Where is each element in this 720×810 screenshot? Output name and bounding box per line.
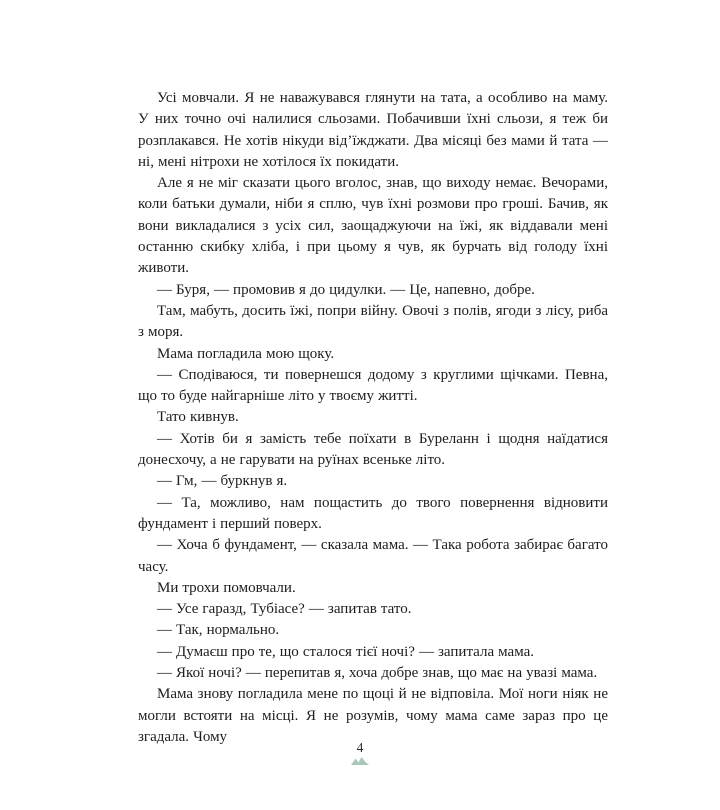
paragraph: — Думаєш про те, що сталося тієї ночі? — запитала мама. <box>157 643 535 660</box>
paragraph: Мама погладила мою щоку. <box>157 345 335 362</box>
page-number: 4 <box>356 740 364 755</box>
paragraph: Усі мовчали. Я не наважувався глянути на тата, а особливо на маму. У них точно очі налилися сльозами. Побачивши їхні сльози, я теж би розплакався. Не хотів нікуди від’їжджати. Два місяці без мами й тата — ні, мені нітрохи не хотілося їх покидати. <box>138 90 608 170</box>
paragraph: — Хотів би я замість тебе поїхати в Буреланн і щодня наїдатися донесхочу, а не гарувати на руїнах всеньке літо. <box>138 430 608 469</box>
paragraph: — Хоча б фундамент, — сказала мама. — Така робота забирає багато часу. <box>138 537 608 575</box>
paragraph: — Усе гаразд, Тубіасе? — запитав тато. <box>157 601 412 618</box>
paragraph: — Так, нормально. <box>157 622 280 639</box>
paragraph: — Якої ночі? — перепитав я, хоча добре знав, що має на увазі мама. <box>157 665 598 682</box>
paragraph: Ми трохи помовчали. <box>157 579 296 596</box>
paragraph: — Та, можливо, нам пощастить до твого повернення відновити фундамент і перший поверх. <box>138 494 608 532</box>
paragraph: Але я не міг сказати цього вголос, знав, що виходу немає. Вечорами, коли батьки думали, ніби я сплю, чув їхні розмови про гроші. Бачив, як вони викладалися з усіх сил, заощаджуючи на їжі, як віддавали мені останню скибку хліба, і при цьому я чув, як бурчать від голоду їхні животи. <box>138 175 608 277</box>
paragraph: — Буря, — промовив я до цидулки. — Це, напевно, добре. <box>157 281 535 298</box>
paragraph: Тато кивнув. <box>157 409 239 426</box>
paragraph: Там, мабуть, досить їжі, попри війну. Овочі з полів, ягоди з лісу, риба з моря. <box>138 302 608 341</box>
mountain-ornament-icon <box>0 757 720 765</box>
paragraph: — Сподіваюся, ти повернешся додому з круглими щічками. Певна, що то буде найгарніше літо у твоєму житті. <box>138 366 608 405</box>
page-footer <box>0 740 720 765</box>
paragraph: — Гм, — буркнув я. <box>157 473 288 490</box>
page-paragraphs <box>138 88 608 748</box>
paragraph: Мама знову погладила мене по щоці й не відповіла. Мої ноги ніяк не могли встояти на місці. Я не розумів, чому мама саме зараз про це згадала. Чому <box>138 686 608 745</box>
